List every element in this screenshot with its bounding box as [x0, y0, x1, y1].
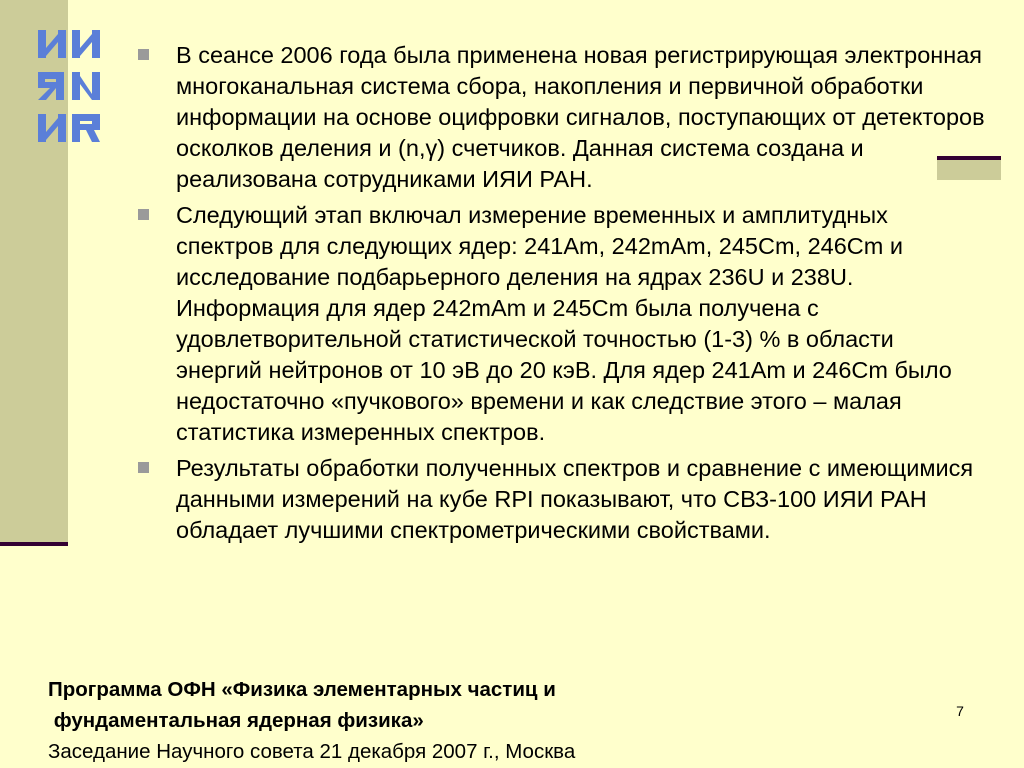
bullet-list	[136, 40, 986, 551]
square-bullet-icon	[138, 49, 149, 60]
inr-logo-icon	[36, 28, 102, 144]
bullet-text: Следующий этап включал измерение временных и амплитудных спектров для следующих ядер: 241Am, 242mAm, 245Cm, 246Cm и исследование подбарьерного деления на ядрах 236U и 238U. Информация для ядер 242mAm и 245Cm была получена с удовлетворительной статистической точностью (1-3) % в области энергий нейтронов от 10 эВ до 20 кэВ. Для ядер 241Am и 246Cm было недостаточно «пучкового» времени и как следствие этого – малая статистика измеренных спектров.	[176, 202, 952, 445]
slide-footer	[48, 674, 575, 767]
list-item	[136, 453, 986, 546]
bullet-text: Результаты обработки полученных спектров и сравнение с имеющимися данными измерений на кубе RPI показывают, что СВЗ-100 ИЯИ РАН обладает лучшими спектрометрическими свойствами.	[176, 455, 974, 543]
program-title-line-2: фундаментальная ядерная физика»	[48, 709, 424, 732]
page-number: 7	[956, 703, 964, 719]
meeting-info: Заседание Научного совета 21 декабря 2007 г., Москва	[48, 740, 576, 763]
list-item	[136, 40, 986, 195]
left-sidebar-rule	[0, 542, 68, 546]
program-title-line-1: Программа ОФН «Физика элементарных частиц и	[48, 678, 556, 701]
square-bullet-icon	[138, 462, 149, 473]
list-item	[136, 200, 986, 448]
square-bullet-icon	[138, 209, 149, 220]
bullet-text: В сеансе 2006 года была применена новая регистрирующая электронная многоканальная система сбора, накопления и первичной обработки информации на основе оцифровки сигналов, поступающих от детекторов осколков деления и (n,γ) счетчиков. Данная система создана и реализована сотрудниками ИЯИ РАН.	[176, 42, 985, 192]
